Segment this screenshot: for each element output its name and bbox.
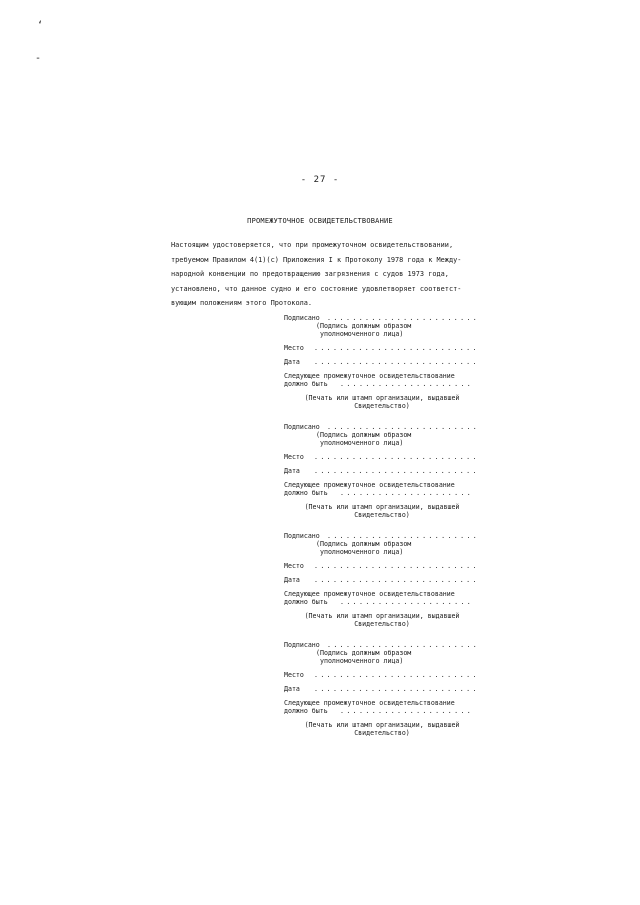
signed-row [284, 641, 480, 649]
endorsement-block [284, 423, 480, 519]
place-row [284, 344, 480, 352]
signature-note-line: (Подпись должным образом [316, 540, 412, 548]
place-field[interactable] [314, 562, 480, 570]
intro-line: требуемом Правилом 4(1)(с) Приложения I к Протоколу 1978 года к Между- [171, 255, 462, 264]
date-field[interactable] [314, 358, 480, 366]
date-field[interactable] [314, 467, 480, 475]
signed-row [284, 423, 480, 431]
date-label: Дата [284, 467, 300, 475]
intro-line: народной конвенции по предотвращению загрязнения с судов 1973 года, [171, 270, 449, 278]
signature-note-line: уполномоченного лица) [320, 548, 404, 556]
signed-label: Подписано [284, 423, 320, 431]
next-survey-field[interactable] [340, 707, 470, 715]
intro-line: Настоящим удостоверяется, что при промежуточном освидетельствовании, [171, 241, 454, 249]
place-label: Место [284, 562, 304, 570]
seal-note-line: Свидетельство) [354, 620, 410, 628]
next-survey-label-2: должно быть [284, 489, 328, 497]
place-row [284, 453, 480, 461]
next-survey-row [284, 707, 480, 715]
intro-paragraph [171, 238, 481, 311]
endorsement-block [284, 532, 480, 628]
seal-note [284, 612, 480, 628]
date-label: Дата [284, 685, 300, 693]
date-row [284, 685, 480, 693]
seal-note-line: (Печать или штамп организации, выдавшей [304, 394, 460, 402]
next-survey-label-2: должно быть [284, 707, 328, 715]
signature-note-line: (Подпись должным образом [316, 322, 412, 330]
place-field[interactable] [314, 344, 480, 352]
date-label: Дата [284, 576, 300, 584]
signed-label: Подписано [284, 641, 320, 649]
intro-line: вующим положениям этого Протокола. [171, 299, 313, 307]
next-survey-field[interactable] [340, 598, 470, 606]
corner-mark-top: ‘ [37, 20, 44, 31]
intro-line: установлено, что данное судно и его состояние удовлетворяет соответст- [171, 284, 462, 293]
date-label: Дата [284, 358, 300, 366]
next-survey-field[interactable] [340, 380, 470, 388]
seal-note-line: (Печать или штамп организации, выдавшей [304, 721, 460, 729]
page-number: - 27 - [300, 175, 340, 185]
signature-note [304, 431, 480, 447]
place-field[interactable] [314, 671, 480, 679]
place-label: Место [284, 671, 304, 679]
next-survey-field[interactable] [340, 489, 470, 497]
seal-note-line: Свидетельство) [354, 402, 410, 410]
signed-row [284, 532, 480, 540]
signature-field[interactable] [327, 314, 480, 322]
next-survey-label: Следующее промежуточное освидетельствование [284, 590, 455, 598]
next-survey-label: Следующее промежуточное освидетельствование [284, 481, 455, 489]
signature-note-line: уполномоченного лица) [320, 330, 404, 338]
seal-note-line: (Печать или штамп организации, выдавшей [304, 503, 460, 511]
endorsement-blocks [284, 314, 480, 750]
signature-field[interactable] [327, 641, 480, 649]
endorsement-block [284, 641, 480, 737]
date-field[interactable] [314, 685, 480, 693]
next-survey-label-2: должно быть [284, 380, 328, 388]
place-label: Место [284, 453, 304, 461]
corner-mark-dash: - [35, 53, 42, 64]
date-row [284, 467, 480, 475]
seal-note [284, 394, 480, 410]
signature-field[interactable] [327, 532, 480, 540]
place-row [284, 671, 480, 679]
seal-note [284, 721, 480, 737]
next-survey-row [284, 380, 480, 388]
date-row [284, 358, 480, 366]
signature-note-line: (Подпись должным образом [316, 649, 412, 657]
signature-note [304, 540, 480, 556]
seal-note-line: (Печать или штамп организации, выдавшей [304, 612, 460, 620]
endorsement-block [284, 314, 480, 410]
signed-row [284, 314, 480, 322]
place-label: Место [284, 344, 304, 352]
next-survey-label: Следующее промежуточное освидетельствование [284, 372, 455, 380]
signature-note-line: (Подпись должным образом [316, 431, 412, 439]
place-field[interactable] [314, 453, 480, 461]
next-survey-label-2: должно быть [284, 598, 328, 606]
signed-label: Подписано [284, 314, 320, 322]
signature-note [304, 649, 480, 665]
next-survey-row [284, 489, 480, 497]
seal-note [284, 503, 480, 519]
signature-field[interactable] [327, 423, 480, 431]
signature-note-line: уполномоченного лица) [320, 657, 404, 665]
place-row [284, 562, 480, 570]
next-survey-label: Следующее промежуточное освидетельствование [284, 699, 455, 707]
date-field[interactable] [314, 576, 480, 584]
signature-note [304, 322, 480, 338]
next-survey-row [284, 598, 480, 606]
date-row [284, 576, 480, 584]
seal-note-line: Свидетельство) [354, 729, 410, 737]
document-heading: ПРОМЕЖУТОЧНОЕ ОСВИДЕТЕЛЬСТВОВАНИЕ [247, 217, 393, 225]
signature-note-line: уполномоченного лица) [320, 439, 404, 447]
seal-note-line: Свидетельство) [354, 511, 410, 519]
signed-label: Подписано [284, 532, 320, 540]
